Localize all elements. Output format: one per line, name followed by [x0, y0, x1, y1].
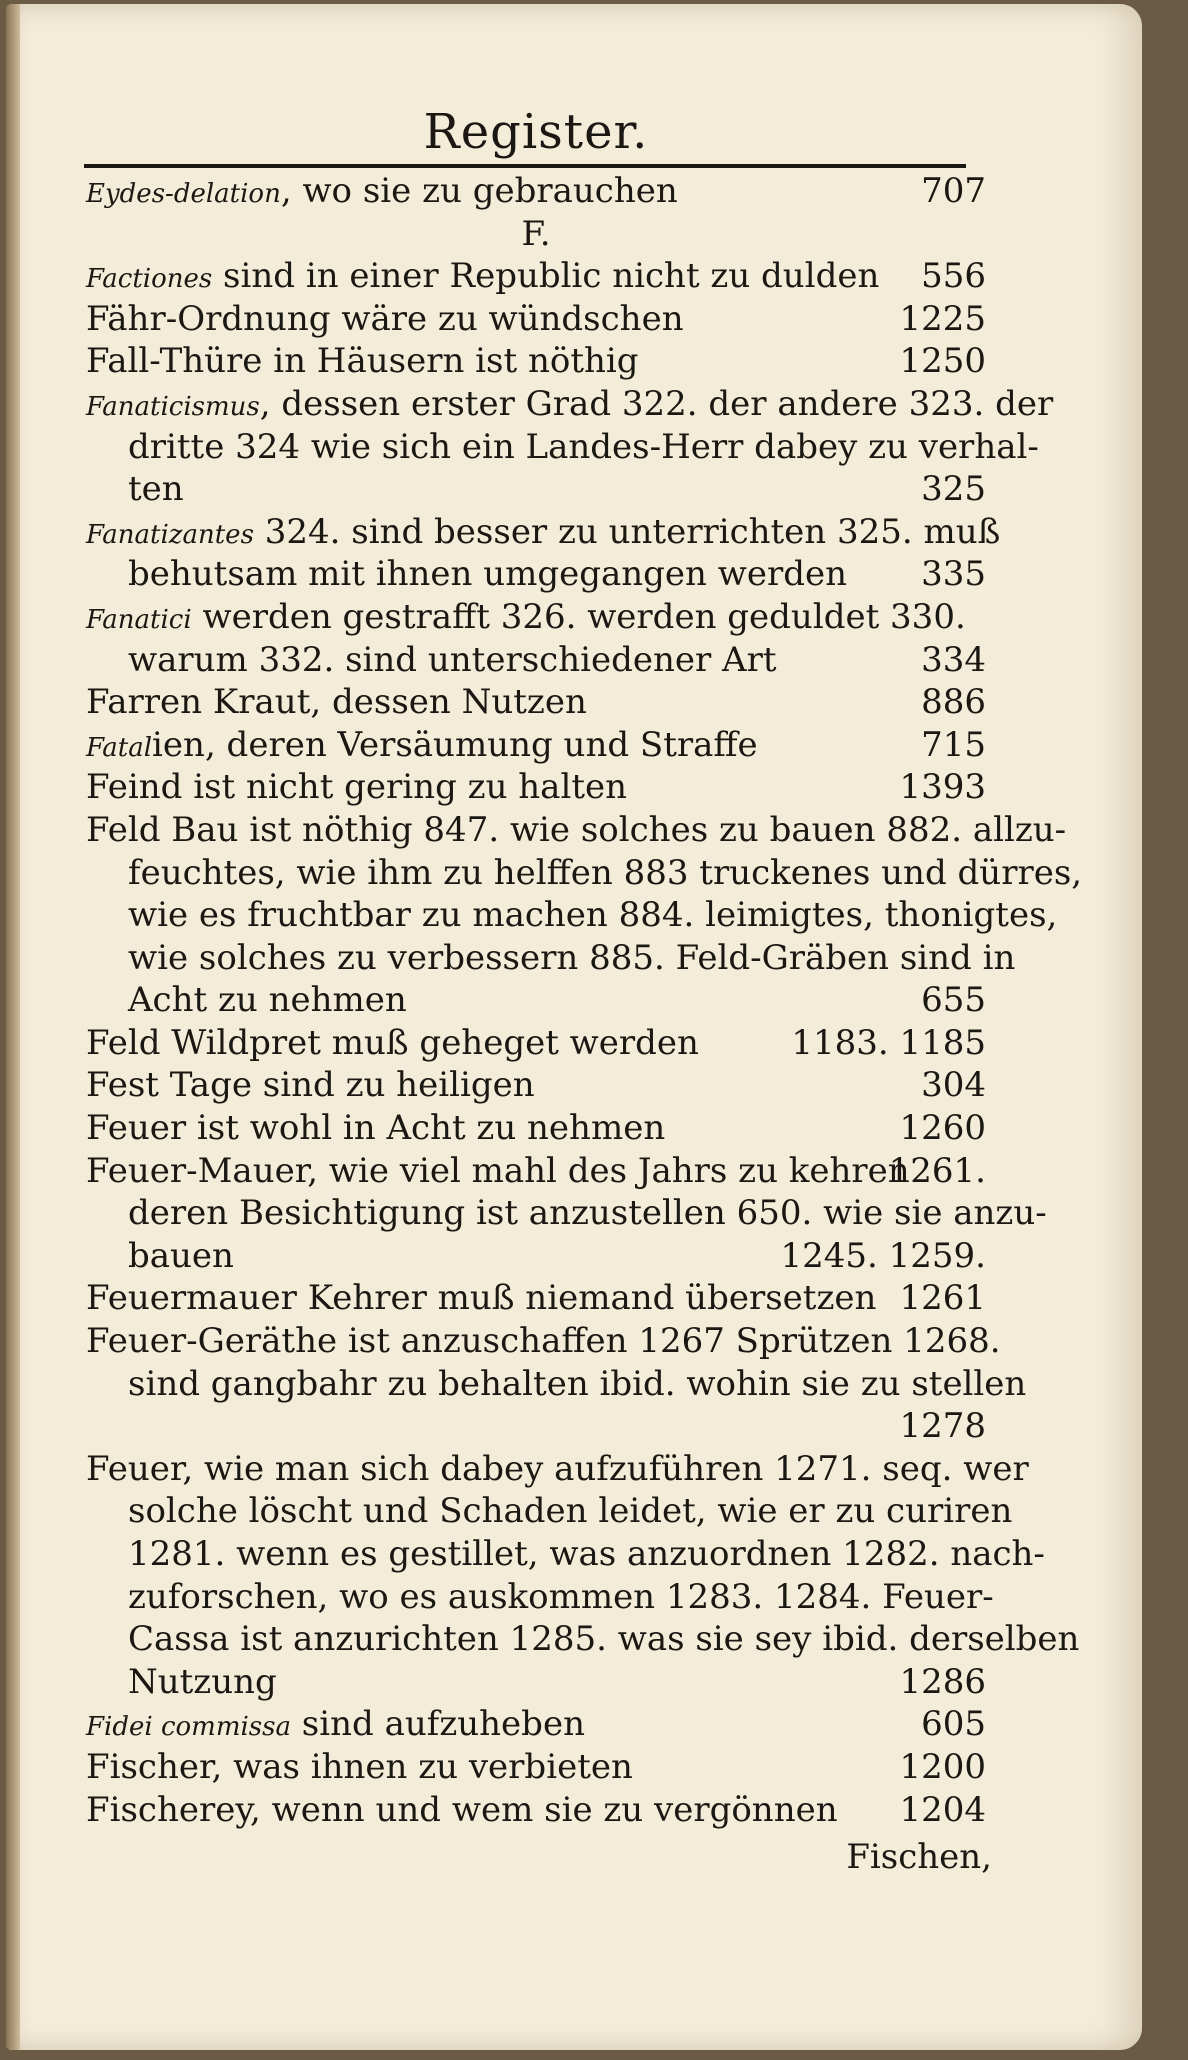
entry-text: werden gestrafft 326. werden geduldet 330. — [191, 596, 966, 637]
entry-text: sind in einer Republic nicht zu dulden — [212, 256, 880, 297]
entry-text: Cassa ist anzurichten 1285. was sie sey ibid. derselben — [128, 1619, 1080, 1660]
page-reference: 655 — [921, 980, 986, 1021]
page-reference: 707 — [921, 171, 986, 211]
page-reference: 1225 — [899, 298, 986, 339]
entry-continuation — [86, 852, 1083, 895]
entry-text: ien, deren Versäumung und Straffe — [152, 724, 758, 765]
register-entry — [86, 1703, 986, 1746]
register-entry — [86, 766, 986, 809]
entry-continuation — [86, 979, 986, 1022]
entry-text: Feuer-Geräthe ist anzuschaffen 1267 Sprützen 1268. — [86, 1321, 1001, 1362]
entry-continuation — [86, 1533, 1045, 1576]
page-reference: 1393 — [899, 767, 986, 808]
section-letter — [86, 213, 986, 256]
register-entries — [86, 170, 1083, 1831]
register-entry — [86, 1107, 986, 1150]
page-reference: 715 — [921, 724, 986, 765]
page-reference: 334 — [921, 639, 986, 680]
entry-lemma: Fanaticismus — [86, 391, 260, 422]
entry-text: sind gangbahr zu behalten ibid. wohin sie zu stellen — [128, 1363, 1027, 1404]
entry-lemma: Fanatici — [86, 604, 192, 635]
register-entry — [86, 1746, 986, 1789]
register-entry — [86, 298, 986, 341]
entry-continuation — [86, 1576, 994, 1619]
binding-edge — [6, 4, 20, 2050]
page-reference: 1261 — [899, 1278, 986, 1319]
register-entry — [86, 681, 986, 724]
entry-continuation — [86, 1192, 1047, 1235]
page-reference: 1204 — [899, 1789, 986, 1830]
entry-lemma: Factiones — [86, 264, 213, 295]
entry-text: bauen — [128, 1235, 234, 1276]
entry-continuation — [86, 1235, 986, 1278]
entry-text: 324. sind besser zu unterrichten 325. muß — [253, 511, 1001, 552]
entry-continuation — [86, 1490, 1013, 1533]
entry-continuation — [86, 1363, 1027, 1406]
book-page — [6, 4, 1142, 2050]
entry-text: behutsam mit ihnen umgegangen werden — [128, 554, 847, 595]
entry-text: wie solches zu verbessern 885. Feld-Gräben sind in — [128, 937, 1016, 978]
entry-text: Fischer, was ihnen zu verbieten — [86, 1746, 633, 1787]
page-reference: 1260 — [899, 1108, 986, 1149]
entry-text: feuchtes, wie ihm zu helffen 883 truckenes und dürres, — [128, 852, 1083, 893]
entry-continuation — [86, 1661, 986, 1704]
page-reference: 304 — [921, 1065, 986, 1106]
entry-lemma: Fanatizantes — [86, 519, 254, 550]
page-reference: 1278 — [899, 1406, 986, 1447]
entry-text: solche löscht und Schaden leidet, wie er zu curiren — [128, 1491, 1013, 1532]
entry-text: Feuermauer Kehrer muß niemand übersetzen — [86, 1278, 877, 1319]
register-entry — [86, 596, 986, 639]
entry-continuation — [86, 894, 1058, 937]
register-entry — [86, 1064, 986, 1107]
entry-text: sind aufzuheben — [291, 1704, 585, 1745]
entry-text: ten — [128, 469, 184, 510]
entry-text: Fähr-Ordnung wäre zu wündschen — [86, 298, 684, 339]
register-entry — [86, 1150, 986, 1193]
section-letter-text: F. — [521, 213, 551, 254]
entry-continuation — [86, 553, 986, 596]
catchword: Fischen, — [846, 1837, 992, 1877]
entry-text: wie es fruchtbar zu machen 884. leimigtes, thonigtes, — [128, 895, 1058, 936]
entry-text: dritte 324 wie sich ein Landes-Herr dabey zu verhal- — [128, 426, 1039, 467]
register-entry — [86, 1277, 986, 1320]
header-rule — [84, 164, 966, 168]
entry-text: Acht zu nehmen — [128, 980, 407, 1021]
entry-text: , wo sie zu gebrauchen — [280, 171, 678, 211]
page-reference: 325 — [921, 469, 986, 510]
page-reference: 556 — [921, 256, 986, 297]
entry-text: Feld Bau ist nöthig 847. wie solches zu bauen 882. allzu- — [86, 809, 1067, 850]
entry-continuation — [86, 1405, 986, 1448]
entry-continuation — [86, 1618, 1080, 1661]
entry-text: Feld Wildpret muß geheget werden — [86, 1022, 699, 1063]
register-entry — [86, 255, 986, 298]
entry-text: Nutzung — [128, 1661, 277, 1702]
register-entry — [86, 1448, 1029, 1491]
register-entry — [86, 724, 986, 767]
entry-text: Fischerey, wenn und wem sie zu vergönnen — [86, 1789, 838, 1830]
entry-text: Fall-Thüre in Häusern ist nöthig — [86, 341, 639, 382]
entry-lemma: Fatal — [86, 732, 153, 763]
register-entry — [86, 383, 1054, 426]
register-entry — [86, 1022, 986, 1065]
entry-text: Feind ist nicht gering zu halten — [86, 767, 627, 808]
entry-text: Feuer-Mauer, wie viel mahl des Jahrs zu kehren — [86, 1150, 910, 1191]
register-entry — [86, 809, 1067, 852]
register-entry — [86, 511, 1001, 554]
page-reference: 1183. 1185 — [791, 1022, 986, 1063]
entry-text: 1281. wenn es gestillet, was anzuordnen 1282. nach- — [128, 1534, 1045, 1574]
entry-continuation — [86, 937, 1016, 980]
register-entry — [86, 1320, 1001, 1363]
entry-text: Farren Kraut, dessen Nutzen — [86, 682, 587, 723]
entry-lemma: Eydes-delation — [86, 179, 281, 209]
entry-text: zuforschen, wo es auskommen 1283. 1284. Feuer- — [128, 1576, 994, 1617]
register-entry — [86, 340, 986, 383]
entry-text: deren Besichtigung ist anzustellen 650. wie sie anzu- — [128, 1193, 1047, 1234]
register-entry — [86, 1789, 986, 1832]
page-reference: 605 — [921, 1704, 986, 1745]
register-entry — [86, 170, 986, 213]
page-reference: 1200 — [899, 1746, 986, 1787]
page-reference: 1245. 1259. — [780, 1235, 986, 1276]
page-reference: 1286 — [899, 1661, 986, 1702]
page-reference: 1261. — [888, 1150, 986, 1191]
entry-text: Feuer, wie man sich dabey aufzuführen 1271. seq. wer — [86, 1448, 1029, 1489]
page-reference: 335 — [921, 554, 986, 595]
entry-continuation — [86, 468, 986, 511]
page-reference: 1250 — [899, 341, 986, 382]
entry-text: Feuer ist wohl in Acht zu nehmen — [86, 1108, 666, 1149]
page-reference: 886 — [921, 682, 986, 723]
entry-lemma: Fidei commissa — [86, 1712, 291, 1743]
entry-continuation — [86, 639, 986, 682]
entry-text: warum 332. sind unterschiedener Art — [128, 639, 777, 680]
entry-continuation — [86, 426, 1039, 469]
running-head: Register. — [423, 104, 649, 160]
entry-text: , dessen erster Grad 322. der andere 323. der — [259, 383, 1054, 424]
entry-text: Fest Tage sind zu heiligen — [86, 1065, 535, 1106]
